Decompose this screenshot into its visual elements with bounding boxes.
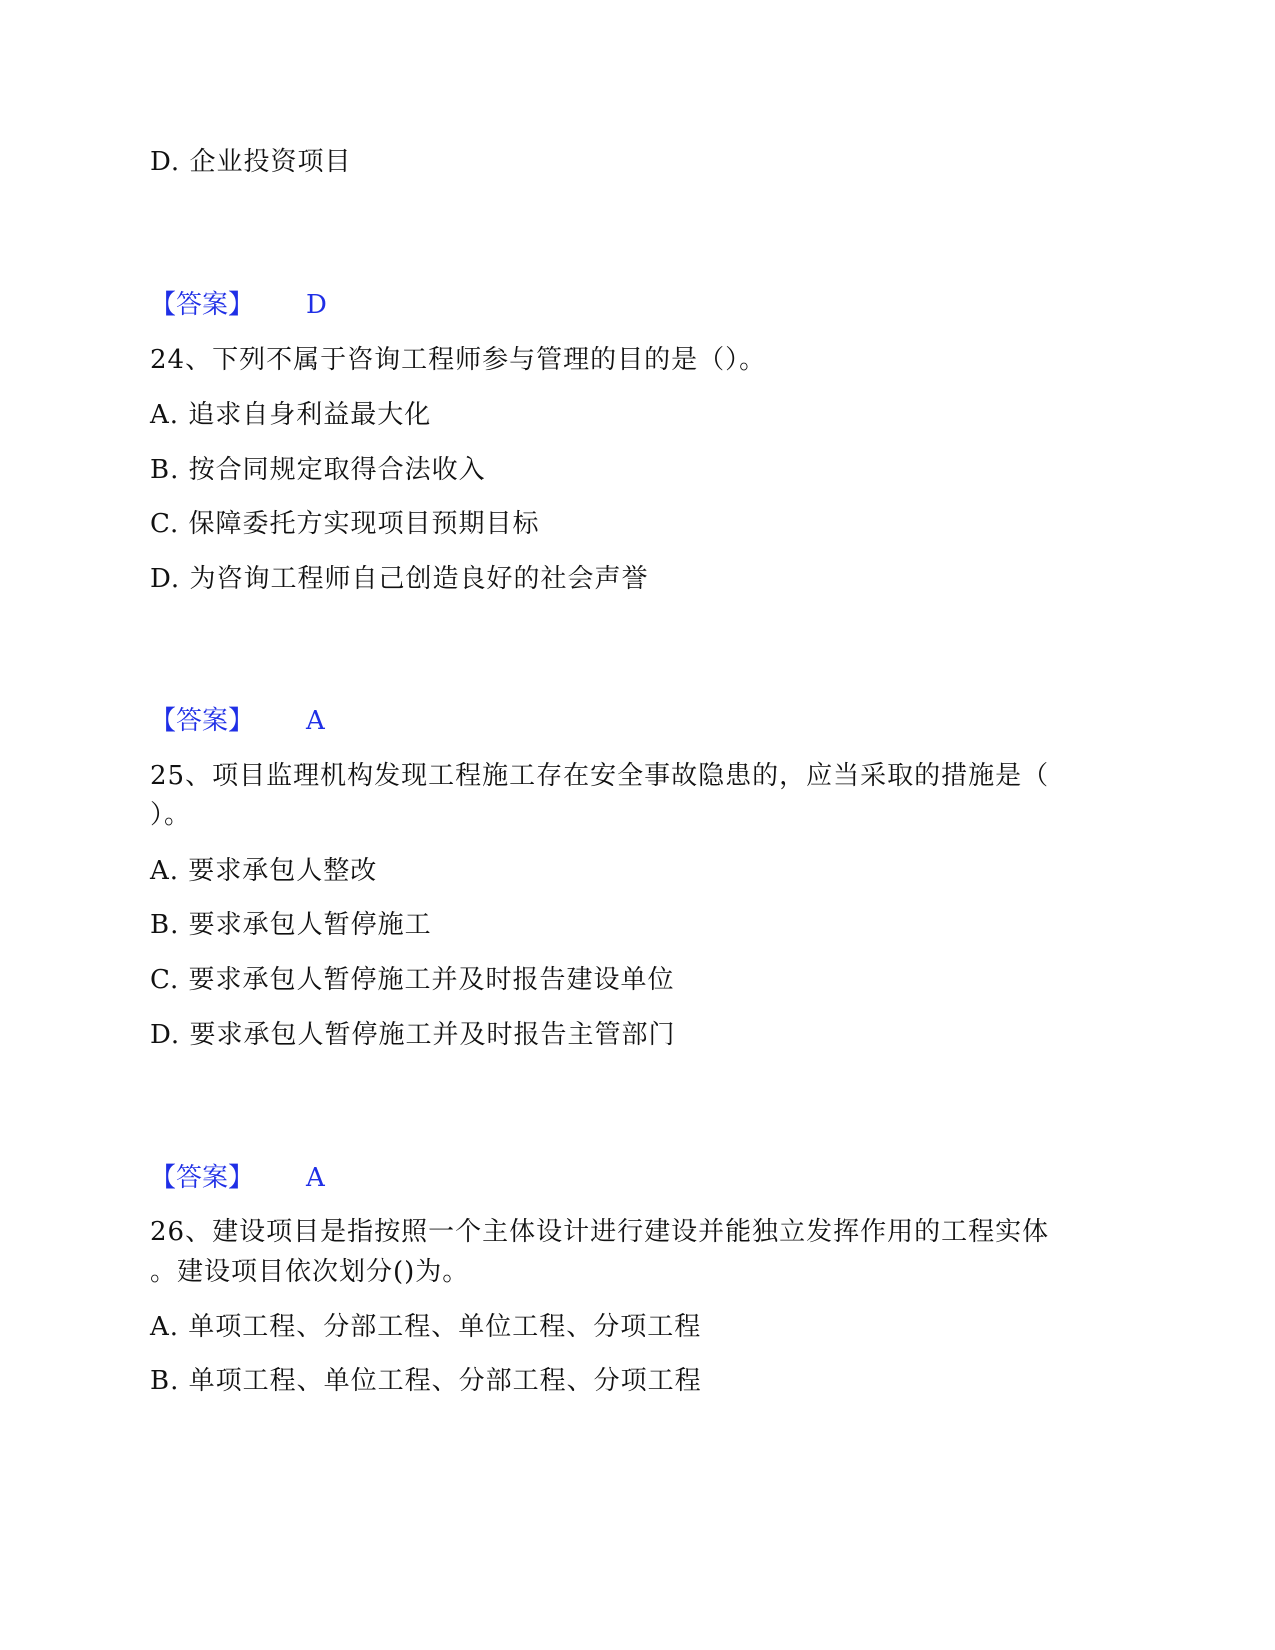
- q24-answer-label: 【答案】: [150, 706, 255, 736]
- q25-question-line2: ）。: [150, 800, 192, 830]
- q26-option-a: A. 单项工程、分部工程、单位工程、分项工程: [150, 1312, 702, 1342]
- q24-question: 24、下列不属于咨询工程师参与管理的目的是（）。: [150, 345, 767, 375]
- q23-answer: [150, 290, 327, 320]
- q25-option-a: A. 要求承包人整改: [150, 856, 378, 886]
- q25-answer-value: A: [306, 1163, 325, 1193]
- q23-option-d: D. 企业投资项目: [150, 147, 352, 177]
- q24-option-b: B. 按合同规定取得合法收入: [150, 455, 486, 485]
- q24-answer: [150, 706, 325, 736]
- q25-answer-label: 【答案】: [150, 1163, 255, 1193]
- q23-answer-label: 【答案】: [150, 290, 255, 320]
- q26-question-line1: 26、建设项目是指按照一个主体设计进行建设并能独立发挥作用的工程实体: [150, 1217, 1050, 1247]
- q26-question-line2: 。建设项目依次划分()为。: [150, 1257, 470, 1287]
- q26-option-b: B. 单项工程、单位工程、分部工程、分项工程: [150, 1366, 702, 1396]
- q24-option-c: C. 保障委托方实现项目预期目标: [150, 509, 540, 539]
- q24-option-d: D. 为咨询工程师自己创造良好的社会声誉: [150, 564, 649, 594]
- q25-option-c: C. 要求承包人暂停施工并及时报告建设单位: [150, 965, 675, 995]
- q24-answer-value: A: [306, 706, 325, 736]
- q25-option-b: B. 要求承包人暂停施工: [150, 910, 432, 940]
- q25-answer: [150, 1163, 325, 1193]
- q24-option-a: A. 追求自身利益最大化: [150, 400, 432, 430]
- q25-option-d: D. 要求承包人暂停施工并及时报告主管部门: [150, 1020, 676, 1050]
- q23-answer-value: D: [306, 290, 327, 320]
- q25-question-line1: 25、项目监理机构发现工程施工存在安全事故隐患的，应当采取的措施是（: [150, 761, 1050, 791]
